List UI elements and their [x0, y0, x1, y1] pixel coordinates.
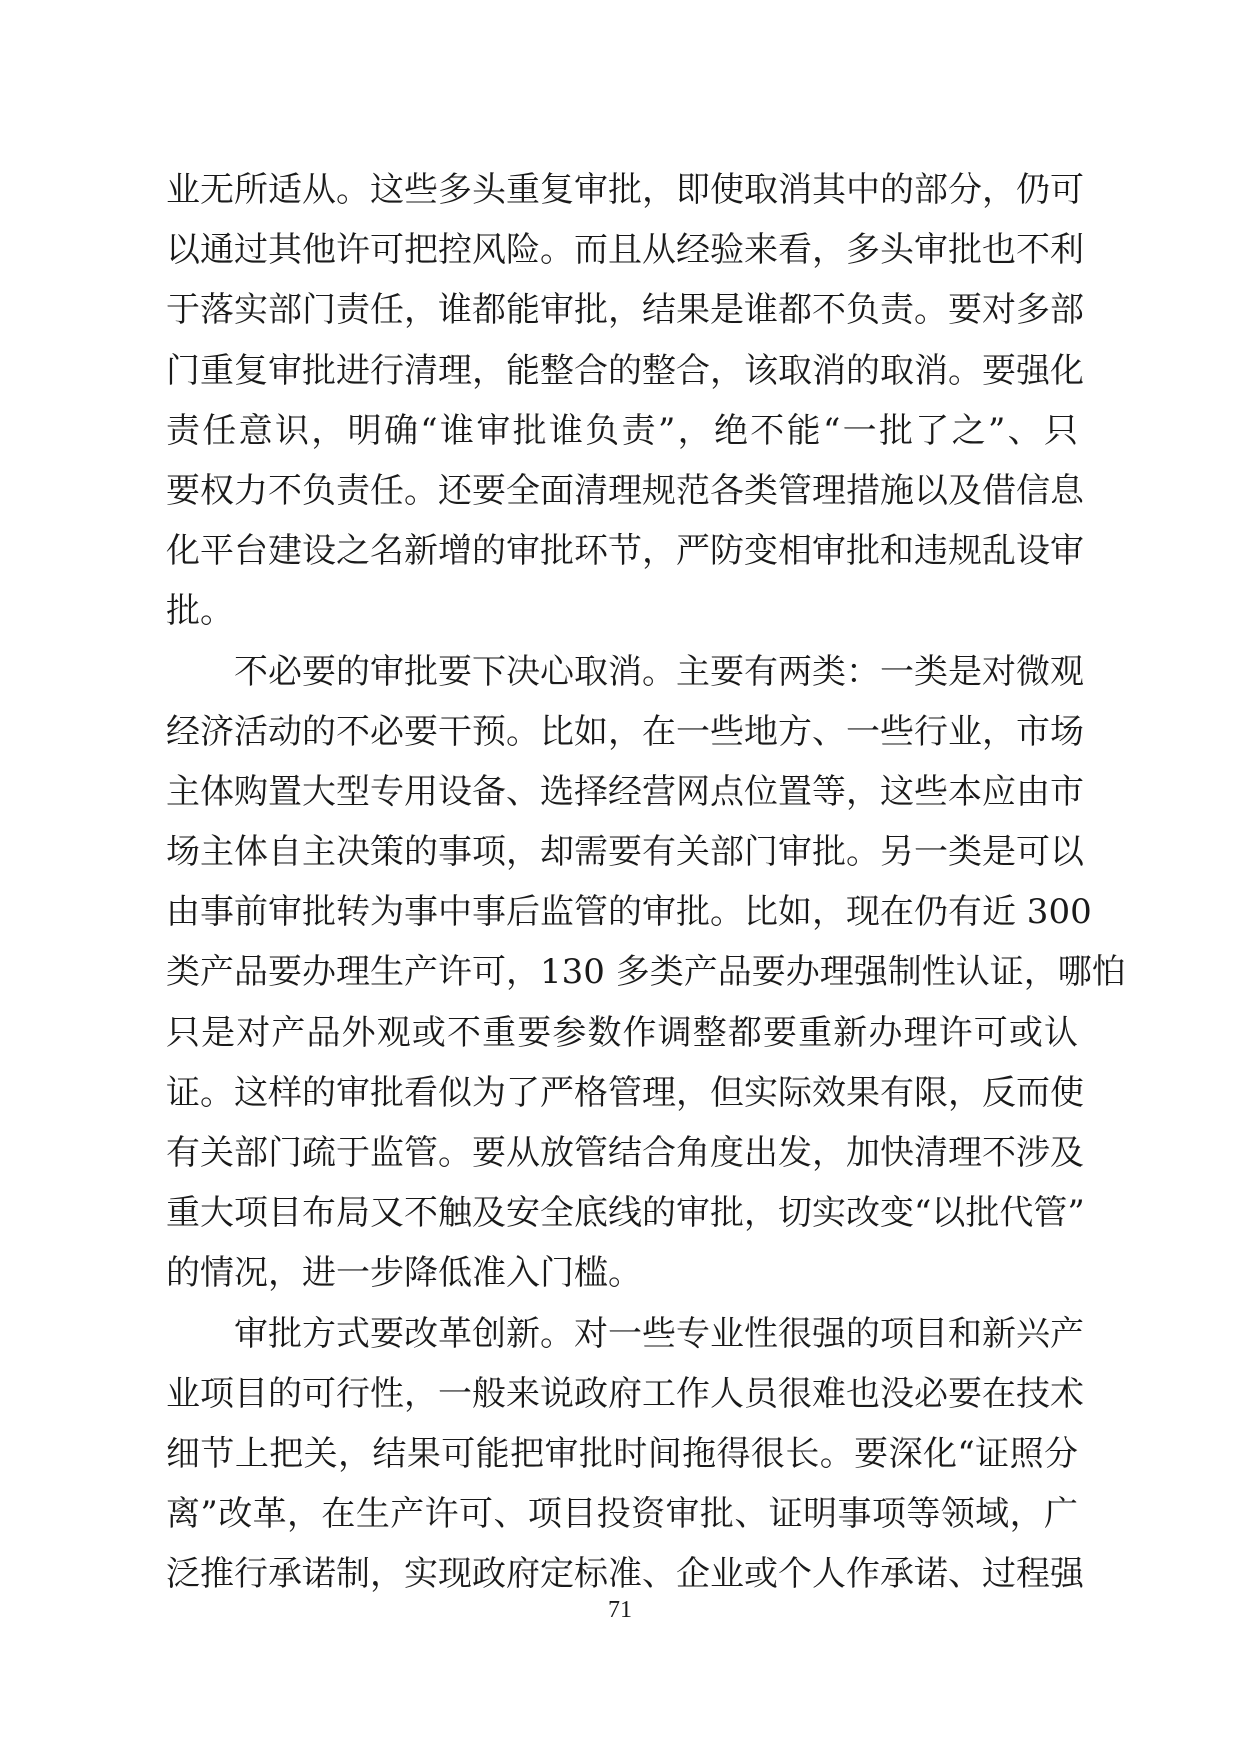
text-line: 有关部门疏于监管。要从放管结合角度出发，加快清理不涉及	[166, 1133, 1084, 1173]
text-line: 细节上把关，结果可能把审批时间拖得很长。要深化“证照分	[166, 1433, 1078, 1474]
text-line: 要权力不负责任。还要全面清理规范各类管理措施以及借信息	[166, 470, 1084, 511]
text-line: 类产品要办理生产许可，130 多类产品要办理强制性认证，哪怕	[166, 952, 1126, 993]
page-number: 71	[608, 1597, 632, 1623]
text-line: 由事前审批转为事中事后监管的审批。比如，现在仍有近 300	[166, 892, 1092, 933]
text-line: 只是对产品外观或不重要参数作调整都要重新办理许可或认	[166, 1012, 1078, 1053]
text-line: 的情况，进一步降低准入门槛。	[166, 1253, 642, 1294]
text-line: 泛推行承诺制，实现政府定标准、企业或个人作承诺、过程强	[166, 1554, 1084, 1595]
text-line: 不必要的审批要下决心取消。主要有两类：一类是对微观	[234, 651, 1084, 692]
text-line: 化平台建设之名新增的审批环节，严防变相审批和违规乱设审	[166, 531, 1084, 572]
text-line: 离”改革，在生产许可、项目投资审批、证明事项等领域，广	[166, 1494, 1078, 1535]
text-line: 批。	[166, 591, 234, 632]
text-line: 于落实部门责任，谁都能审批，结果是谁都不负责。要对多部	[166, 290, 1084, 331]
text-line: 业无所适从。这些多头重复审批，即使取消其中的部分，仍可	[166, 170, 1084, 210]
body-text	[166, 160, 1126, 1605]
text-line: 场主体自主决策的事项，却需要有关部门审批。另一类是可以	[166, 832, 1084, 873]
text-line: 主体购置大型专用设备、选择经营网点位置等，这些本应由市	[166, 771, 1084, 812]
text-line: 业项目的可行性，一般来说政府工作人员很难也没必要在技术	[166, 1373, 1084, 1414]
text-line: 以通过其他许可把控风险。而且从经验来看，多头审批也不利	[166, 230, 1084, 271]
text-line: 证。这样的审批看似为了严格管理，但实际效果有限，反而使	[166, 1072, 1084, 1113]
text-line: 门重复审批进行清理，能整合的整合，该取消的取消。要强化	[166, 350, 1084, 391]
text-line: 审批方式要改革创新。对一些专业性很强的项目和新兴产	[234, 1313, 1084, 1354]
text-line: 经济活动的不必要干预。比如，在一些地方、一些行业，市场	[166, 711, 1084, 752]
text-line: 责任意识，明确“谁审批谁负责”，绝不能“一批了之”、只	[166, 410, 1078, 451]
text-line: 重大项目布局又不触及安全底线的审批，切实改变“以批代管”	[166, 1193, 1085, 1234]
